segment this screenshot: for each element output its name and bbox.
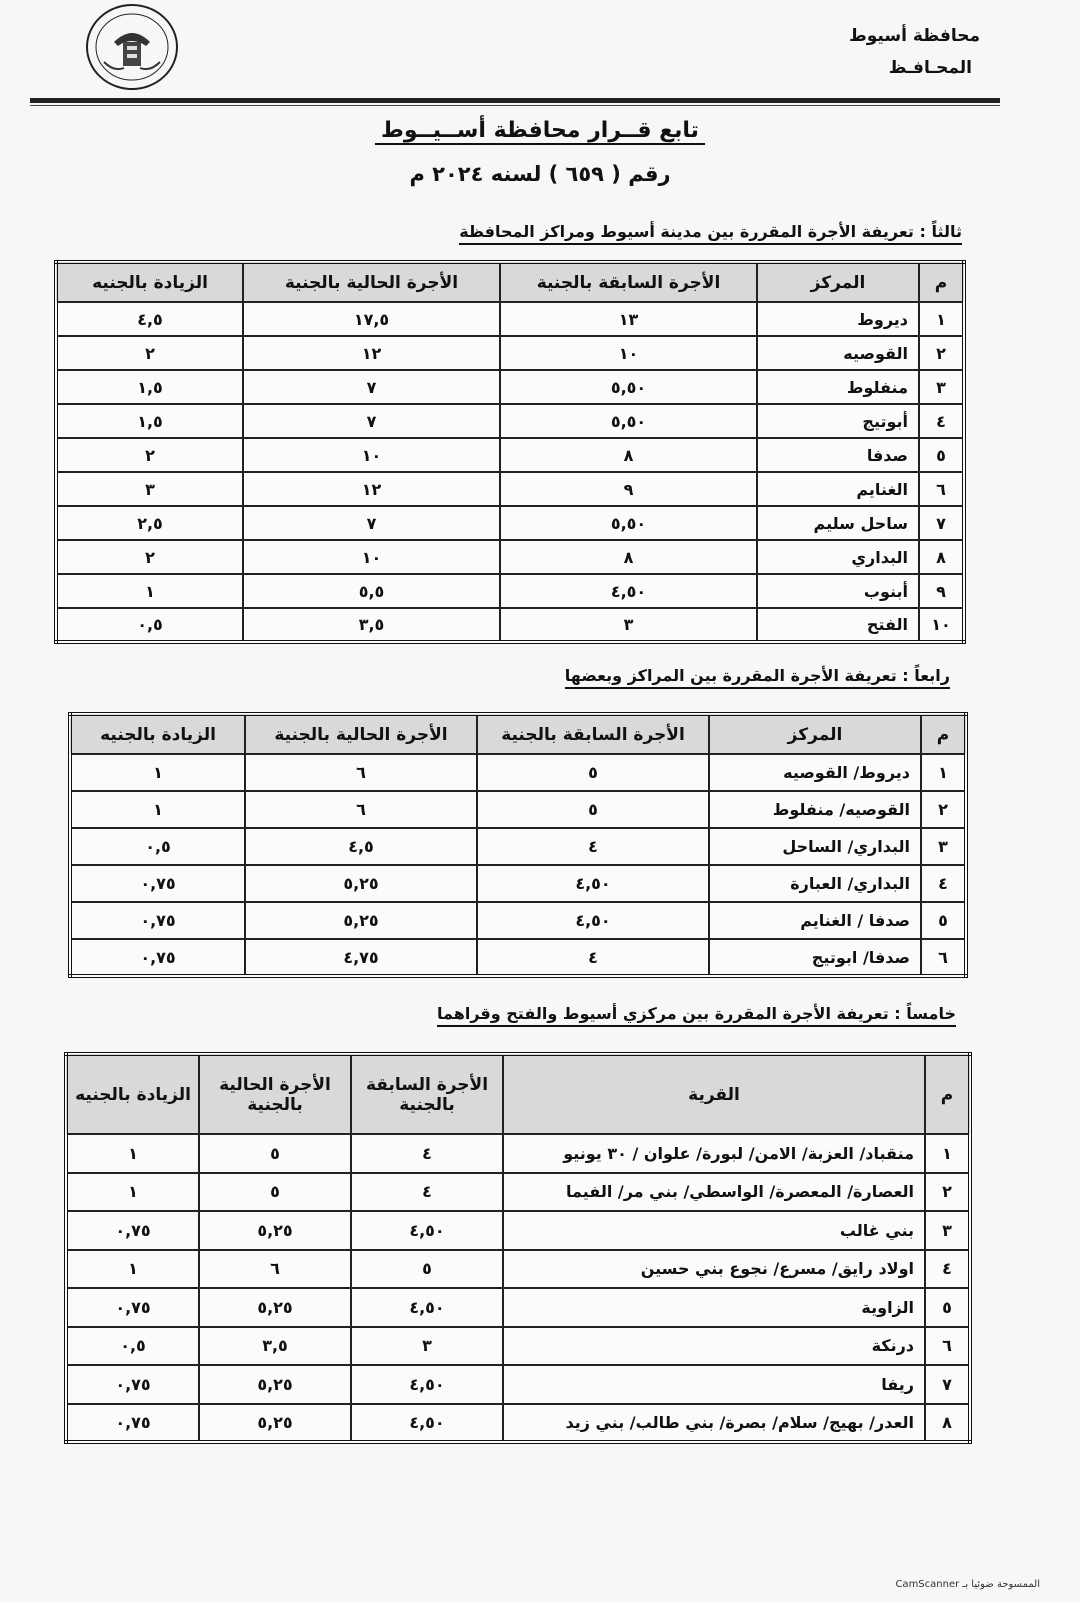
cell-increase: ١ [66, 1173, 199, 1212]
table-header-row [56, 262, 964, 302]
col-header-previous-fare: الأجرة السابقة بالجنية [477, 714, 709, 754]
cell-name: الفتح [757, 608, 919, 642]
cell-name: صدفا / الغنايم [709, 902, 921, 939]
table-row [66, 1404, 970, 1443]
cell-increase: ١ [70, 754, 245, 791]
cell-previous-fare: ٥ [477, 791, 709, 828]
cell-current-fare: ٣,٥ [243, 608, 500, 642]
table-row [56, 506, 964, 540]
col-header-index: م [919, 262, 964, 302]
section4-table [68, 712, 968, 978]
cell-current-fare: ٥ [199, 1134, 351, 1173]
cell-index: ٤ [921, 865, 966, 902]
table-row [56, 608, 964, 642]
cell-increase: ٠,٧٥ [70, 865, 245, 902]
cell-previous-fare: ٨ [500, 438, 757, 472]
table-row [66, 1173, 970, 1212]
cell-current-fare: ١٢ [243, 336, 500, 370]
cell-previous-fare: ٨ [500, 540, 757, 574]
cell-previous-fare: ٤,٥٠ [351, 1288, 503, 1327]
col-header-previous-fare: الأجرة السابقة بالجنية [351, 1054, 503, 1134]
cell-index: ٦ [919, 472, 964, 506]
cell-current-fare: ١٠ [243, 438, 500, 472]
cell-previous-fare: ٣ [351, 1327, 503, 1366]
cell-current-fare: ٥,٢٥ [199, 1365, 351, 1404]
cell-increase: ٠,٥ [66, 1327, 199, 1366]
cell-name: ديروط [757, 302, 919, 336]
cell-name: القوصيه [757, 336, 919, 370]
table-row [56, 302, 964, 336]
cell-previous-fare: ٥,٥٠ [500, 404, 757, 438]
cell-index: ٤ [925, 1250, 970, 1289]
cell-increase: ٢ [56, 336, 243, 370]
cell-increase: ٠,٧٥ [66, 1211, 199, 1250]
section3-table [54, 260, 966, 644]
scanner-watermark: الممسوحة ضوئيا بـ CamScanner [895, 1579, 1040, 1590]
cell-previous-fare: ٤,٥٠ [351, 1365, 503, 1404]
cell-index: ٣ [925, 1211, 970, 1250]
cell-index: ١ [921, 754, 966, 791]
cell-name: صدفا/ ابوتيج [709, 939, 921, 976]
table-row [56, 336, 964, 370]
table-row [56, 404, 964, 438]
cell-current-fare: ٧ [243, 370, 500, 404]
cell-current-fare: ٥ [199, 1173, 351, 1212]
col-header-current-fare: الأجرة الحالية بالجنية [243, 262, 500, 302]
table-row [56, 574, 964, 608]
cell-previous-fare: ٤,٥٠ [500, 574, 757, 608]
cell-current-fare: ٥,٢٥ [199, 1404, 351, 1443]
cell-current-fare: ٤,٥ [245, 828, 477, 865]
table-row [66, 1250, 970, 1289]
cell-name: الزاوية [503, 1288, 925, 1327]
letterhead [0, 0, 1080, 110]
cell-increase: ٠,٧٥ [66, 1404, 199, 1443]
cell-index: ١ [919, 302, 964, 336]
cell-previous-fare: ٥ [477, 754, 709, 791]
cell-current-fare: ١٠ [243, 540, 500, 574]
col-header-increase: الزيادة بالجنيه [66, 1054, 199, 1134]
cell-current-fare: ٥,٢٥ [245, 865, 477, 902]
cell-increase: ١ [66, 1250, 199, 1289]
cell-current-fare: ٥,٢٥ [199, 1288, 351, 1327]
governorate-name: محافظة أسيوط [849, 26, 980, 46]
col-header-index: م [921, 714, 966, 754]
table-row [70, 902, 966, 939]
table-row [66, 1134, 970, 1173]
cell-previous-fare: ١٠ [500, 336, 757, 370]
cell-increase: ٠,٥ [70, 828, 245, 865]
header-divider [30, 98, 1000, 103]
col-header-village: القرية [503, 1054, 925, 1134]
cell-name: ساحل سليم [757, 506, 919, 540]
cell-name: صدفا [757, 438, 919, 472]
cell-index: ٨ [925, 1404, 970, 1443]
cell-current-fare: ٥,٢٥ [245, 902, 477, 939]
cell-previous-fare: ٤,٥٠ [477, 865, 709, 902]
cell-previous-fare: ٤ [351, 1173, 503, 1212]
col-header-current-fare: الأجرة الحالية بالجنية [199, 1054, 351, 1134]
cell-index: ٥ [925, 1288, 970, 1327]
cell-current-fare: ٥,٢٥ [199, 1211, 351, 1250]
decree-number: رقم ( ٦٥٩ ) لسنه ٢٠٢٤ م [409, 162, 671, 186]
cell-current-fare: ١٢ [243, 472, 500, 506]
cell-increase: ٢ [56, 438, 243, 472]
col-header-center: المركز [757, 262, 919, 302]
cell-index: ٢ [925, 1173, 970, 1212]
cell-increase: ٠,٧٥ [66, 1365, 199, 1404]
cell-increase: ٠,٥ [56, 608, 243, 642]
document-title: تابع قــرار محافظة أســيــوط [0, 118, 1080, 143]
table-row [56, 370, 964, 404]
col-header-increase: الزيادة بالجنيه [56, 262, 243, 302]
cell-previous-fare: ٤ [477, 828, 709, 865]
cell-increase: ١ [70, 791, 245, 828]
cell-name: ديروط/ القوصيه [709, 754, 921, 791]
table-row [70, 939, 966, 976]
cell-index: ٦ [921, 939, 966, 976]
cell-index: ٣ [919, 370, 964, 404]
cell-index: ٥ [921, 902, 966, 939]
cell-current-fare: ٣,٥ [199, 1327, 351, 1366]
cell-name: منقباد/ العزبة/ الامن/ لبورة/ علوان / ٣٠ يونيو [503, 1134, 925, 1173]
col-header-increase: الزيادة بالجنيه [70, 714, 245, 754]
cell-name: البداري/ العبارة [709, 865, 921, 902]
cell-previous-fare: ٥,٥٠ [500, 506, 757, 540]
cell-current-fare: ٥,٥ [243, 574, 500, 608]
section5-title: خامساً : تعريفة الأجرة المقررة بين مركزي أسيوط والفتح وقراهما [437, 1004, 956, 1027]
cell-previous-fare: ٥ [351, 1250, 503, 1289]
cell-previous-fare: ٩ [500, 472, 757, 506]
cell-name: البداري/ الساحل [709, 828, 921, 865]
section5-table [64, 1052, 972, 1444]
cell-index: ١ [925, 1134, 970, 1173]
cell-index: ٢ [921, 791, 966, 828]
cell-index: ٧ [925, 1365, 970, 1404]
table-row [66, 1327, 970, 1366]
header-divider-thin [30, 105, 1000, 106]
cell-increase: ٢ [56, 540, 243, 574]
cell-previous-fare: ٥,٥٠ [500, 370, 757, 404]
cell-current-fare: ٦ [245, 754, 477, 791]
cell-index: ٤ [919, 404, 964, 438]
table-row [70, 865, 966, 902]
section4-title: رابعاً : تعريفة الأجرة المقررة بين المراكز وبعضها [565, 666, 950, 689]
cell-name: العصارة/ المعصرة/ الواسطي/ بني مر/ الفيما [503, 1173, 925, 1212]
cell-name: أبوتيج [757, 404, 919, 438]
cell-current-fare: ٦ [199, 1250, 351, 1289]
cell-name: اولاد رايق/ مسرع/ نجوع بني حسين [503, 1250, 925, 1289]
section5-rows [66, 1134, 970, 1442]
governorate-seal-icon [84, 2, 180, 92]
section3-title: ثالثاً : تعريفة الأجرة المقررة بين مدينة أسيوط ومراكز المحافظة [459, 222, 962, 245]
cell-increase: ١ [66, 1134, 199, 1173]
table-row [66, 1211, 970, 1250]
cell-index: ٥ [919, 438, 964, 472]
cell-increase: ٠,٧٥ [70, 902, 245, 939]
col-header-current-fare: الأجرة الحالية بالجنية [245, 714, 477, 754]
cell-increase: ٤,٥ [56, 302, 243, 336]
col-header-index: م [925, 1054, 970, 1134]
cell-previous-fare: ٣ [500, 608, 757, 642]
table-row [70, 828, 966, 865]
cell-name: القوصيه/ منفلوط [709, 791, 921, 828]
cell-name: أبنوب [757, 574, 919, 608]
table-row [56, 438, 964, 472]
section3-rows [56, 302, 964, 642]
cell-index: ٨ [919, 540, 964, 574]
cell-increase: ١,٥ [56, 370, 243, 404]
cell-current-fare: ١٧,٥ [243, 302, 500, 336]
cell-increase: ١ [56, 574, 243, 608]
office-name: المحـافـظ [888, 58, 972, 78]
cell-name: منفلوط [757, 370, 919, 404]
cell-current-fare: ٧ [243, 404, 500, 438]
cell-previous-fare: ٤,٥٠ [351, 1404, 503, 1443]
cell-index: ٢ [919, 336, 964, 370]
cell-index: ١٠ [919, 608, 964, 642]
cell-previous-fare: ١٣ [500, 302, 757, 336]
table-row [66, 1288, 970, 1327]
cell-name: درنكة [503, 1327, 925, 1366]
col-header-center: المركز [709, 714, 921, 754]
cell-increase: ٢,٥ [56, 506, 243, 540]
table-header-row [66, 1054, 970, 1134]
cell-current-fare: ٧ [243, 506, 500, 540]
table-row [56, 540, 964, 574]
cell-increase: ١,٥ [56, 404, 243, 438]
table-row [70, 791, 966, 828]
cell-index: ٣ [921, 828, 966, 865]
table-header-row [70, 714, 966, 754]
cell-increase: ٠,٧٥ [66, 1288, 199, 1327]
cell-name: الغنايم [757, 472, 919, 506]
table-row [70, 754, 966, 791]
cell-name: العدر/ بهيج/ سلام/ بصرة/ بني طالب/ بني زيد [503, 1404, 925, 1443]
table-row [66, 1365, 970, 1404]
cell-previous-fare: ٤ [351, 1134, 503, 1173]
section4-rows [70, 754, 966, 976]
cell-name: بني غالب [503, 1211, 925, 1250]
cell-index: ٦ [925, 1327, 970, 1366]
cell-name: البداري [757, 540, 919, 574]
cell-current-fare: ٤,٧٥ [245, 939, 477, 976]
cell-previous-fare: ٤,٥٠ [351, 1211, 503, 1250]
cell-current-fare: ٦ [245, 791, 477, 828]
cell-index: ٧ [919, 506, 964, 540]
col-header-previous-fare: الأجرة السابقة بالجنية [500, 262, 757, 302]
cell-previous-fare: ٤,٥٠ [477, 902, 709, 939]
cell-increase: ٠,٧٥ [70, 939, 245, 976]
cell-previous-fare: ٤ [477, 939, 709, 976]
cell-name: ريفا [503, 1365, 925, 1404]
cell-increase: ٣ [56, 472, 243, 506]
cell-index: ٩ [919, 574, 964, 608]
table-row [56, 472, 964, 506]
